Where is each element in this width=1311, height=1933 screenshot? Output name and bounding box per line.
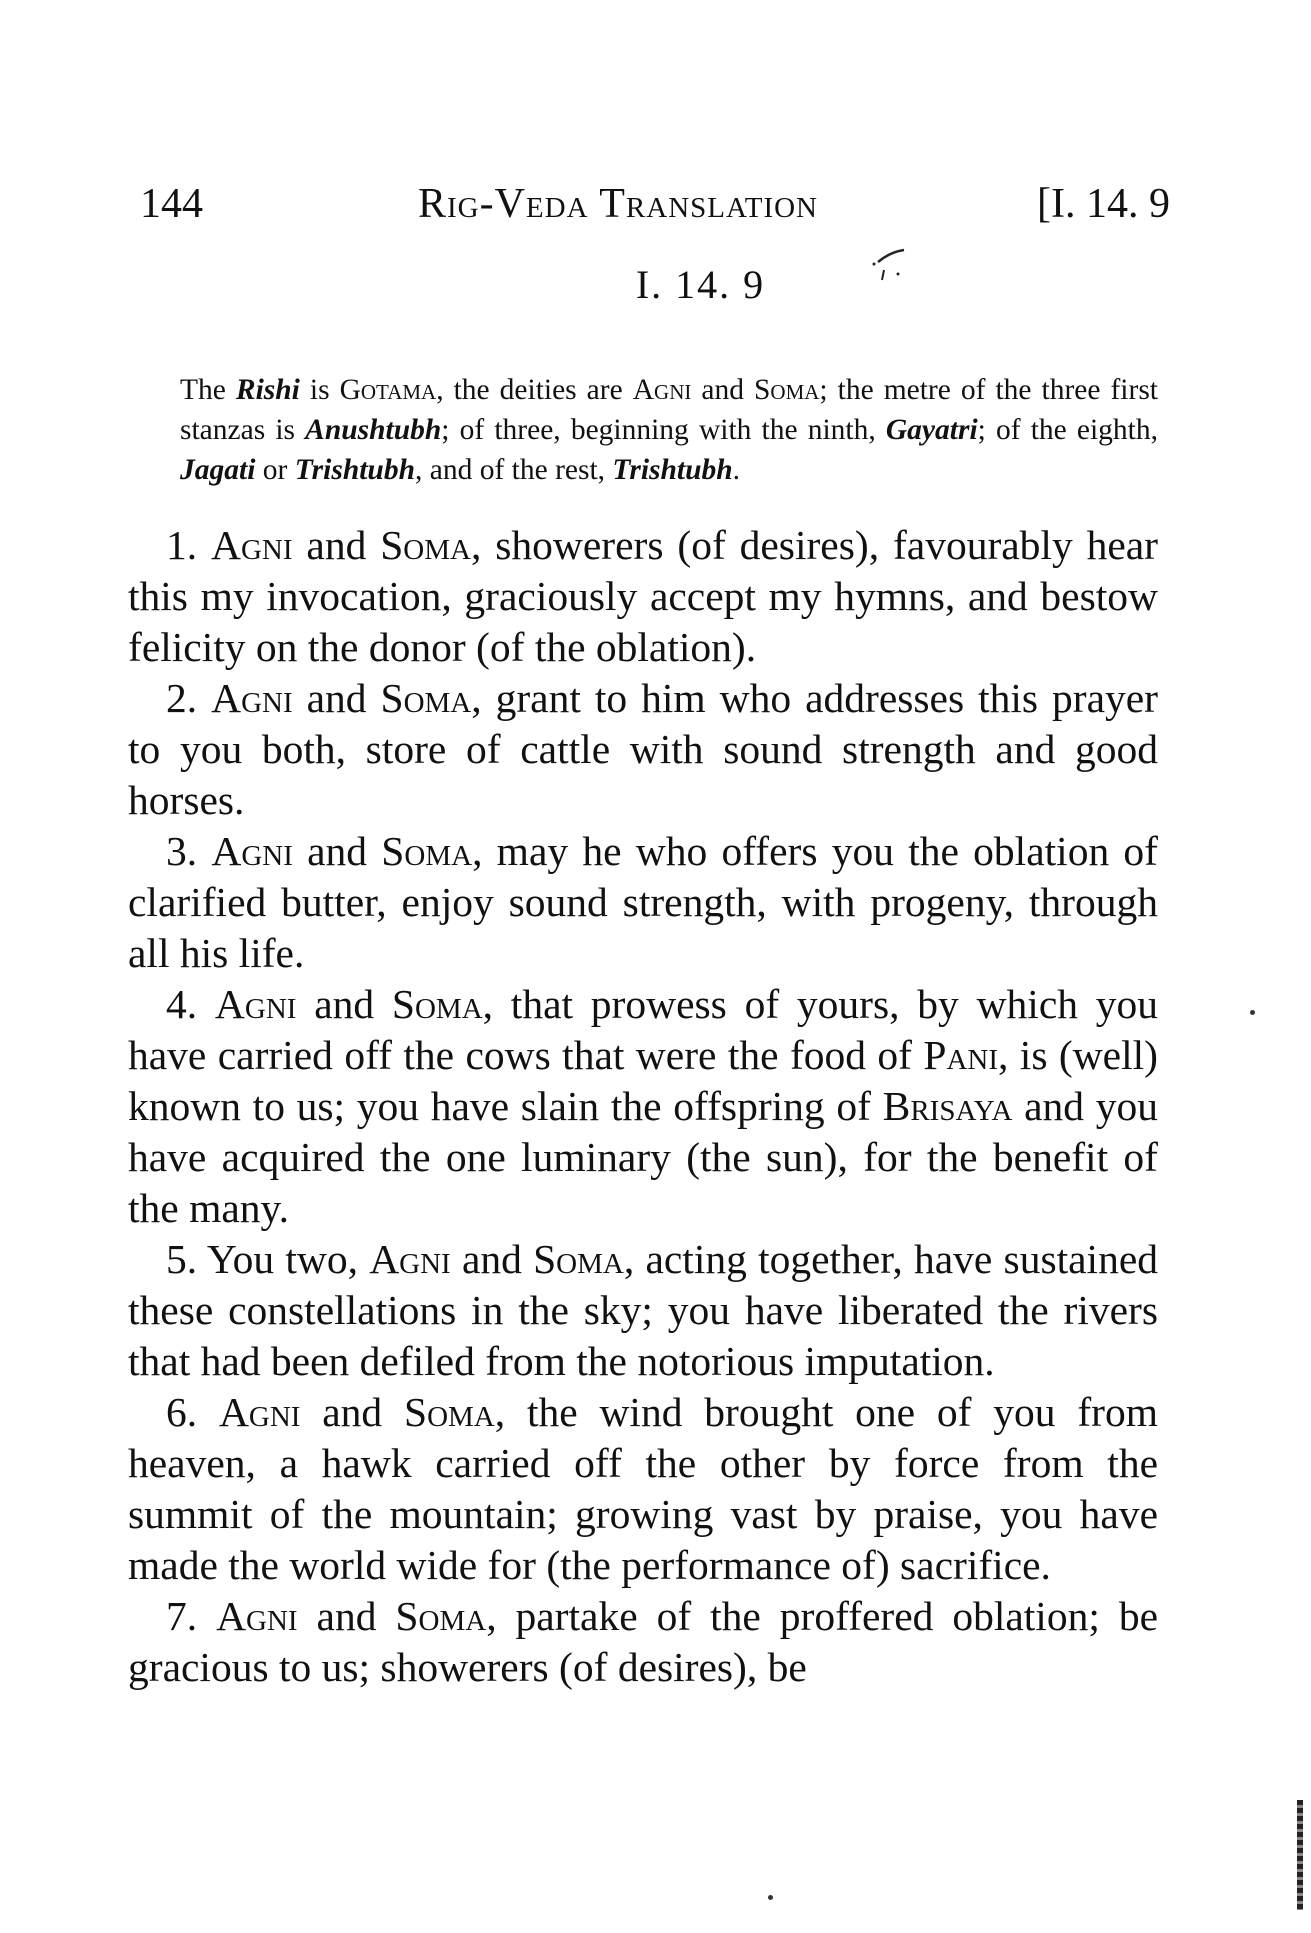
verse-text: and <box>292 675 381 721</box>
verse-3 <box>128 826 1158 979</box>
verse-text: , partake of the proffered oblation; be gracious to us; showerers (of desires), be <box>128 1593 1158 1690</box>
deity-name: Soma <box>380 675 472 721</box>
verse-text: , that prowess of yours, by which you have carried off the cows that were the food of <box>128 981 1159 1078</box>
verse-number: 7. <box>166 1593 217 1639</box>
binding-edge <box>1297 1800 1303 1910</box>
deity-name: Agni <box>211 675 293 721</box>
verse-text: and <box>296 981 392 1027</box>
intro-term: Jagati <box>180 453 256 486</box>
intro-text: ; of the eighth, <box>977 413 1158 446</box>
verse-1 <box>128 520 1158 673</box>
intro-text: , the deities are <box>436 373 633 406</box>
verse-number: 4. <box>166 981 215 1027</box>
deity-name: Agni <box>211 828 293 874</box>
proper-name: Pani <box>923 1032 999 1078</box>
intro-text: ; the metre of the three first stanzas is <box>180 373 1159 446</box>
verse-number: 3. <box>166 828 212 874</box>
intro-text: The <box>180 373 236 406</box>
verse-text: , showerers (of desires), favourably hear this my invocation, graciously accept my hymns, and bestow felicity on the donor (of the oblation). <box>128 522 1159 670</box>
deity-name: Agni <box>369 1236 451 1282</box>
intro-name: Gotama <box>339 373 437 406</box>
verse-2 <box>128 673 1158 826</box>
intro-text: is <box>299 373 340 406</box>
intro-text: ; of three, beginning with the ninth, <box>441 413 886 446</box>
running-title: Rig-Veda Translation <box>418 181 818 227</box>
scan-speck <box>1250 1010 1255 1015</box>
deity-name: Soma <box>391 981 483 1027</box>
verse-4 <box>128 979 1158 1234</box>
pencil-mark-icon <box>870 248 908 288</box>
header-reference: [I. 14. 9 <box>1037 181 1170 227</box>
deity-name: Agni <box>216 1593 298 1639</box>
page-number: 144 <box>140 181 203 227</box>
intro-term: Trishtubh <box>294 453 415 486</box>
deity-name: Agni <box>211 522 293 568</box>
hymn-heading: I. 14. 9 <box>635 262 766 307</box>
verse-7 <box>128 1591 1158 1693</box>
verse-text: , is (well) known to us; you have slain the offspring of <box>128 1032 1158 1129</box>
intro-term: Anushtubh <box>305 413 442 446</box>
intro-text: . <box>732 453 741 486</box>
intro-term: Gayatri <box>885 413 978 446</box>
deity-name: Soma <box>533 1236 624 1282</box>
intro-text: and <box>691 373 754 406</box>
deity-name: Soma <box>395 1593 487 1639</box>
verse-text: and <box>297 1593 396 1639</box>
hymn-introduction <box>180 370 1158 490</box>
verse-text: You two, <box>206 1236 370 1282</box>
intro-name: Soma <box>754 373 820 406</box>
verse-text: , grant to him who addresses this prayer to you both, store of cattle with sound strength and good horses. <box>128 675 1159 823</box>
scan-speck <box>768 1895 773 1900</box>
verse-text: and <box>292 828 382 874</box>
deity-name: Soma <box>381 828 473 874</box>
verse-text: , may he who offers you the oblation of clarified butter, enjoy sound strength, with progeny, through all his life. <box>128 828 1159 976</box>
verse-number: 6. <box>166 1389 219 1435</box>
verse-number: 2. <box>166 675 212 721</box>
verse-text: , acting together, have sustained these constellations in the sky; you have liberated the rivers that had been defiled from the notorious imputation. <box>128 1236 1158 1384</box>
intro-text: , and of the rest, <box>414 453 613 486</box>
verse-6 <box>128 1387 1158 1591</box>
verse-5 <box>128 1234 1158 1387</box>
deity-name: Agni <box>218 1389 301 1435</box>
intro-name: Agni <box>632 373 692 406</box>
intro-term: Trishtubh <box>612 453 733 486</box>
verse-number: 1. <box>166 522 212 568</box>
page-header <box>140 178 1170 238</box>
deity-name: Soma <box>380 522 471 568</box>
intro-text: or <box>255 453 295 486</box>
verse-text: and you have acquired the one luminary (the sun), for the benefit of the many. <box>128 1083 1159 1231</box>
deity-name: Agni <box>214 981 297 1027</box>
verse-text: and <box>450 1236 534 1282</box>
intro-term: Rishi <box>235 373 300 406</box>
verse-text: , the wind brought one of you from heaven, a hawk carried off the other by force from the summit of the mountain; growing vast by praise, you have made the world wide for (the performance of) sacrifice. <box>128 1389 1159 1588</box>
verse-text: and <box>300 1389 404 1435</box>
proper-name: Brisaya <box>882 1083 1013 1129</box>
verse-text: and <box>292 522 381 568</box>
verse-number: 5. <box>166 1236 207 1282</box>
verse-list <box>128 520 1158 1693</box>
deity-name: Soma <box>404 1389 495 1435</box>
